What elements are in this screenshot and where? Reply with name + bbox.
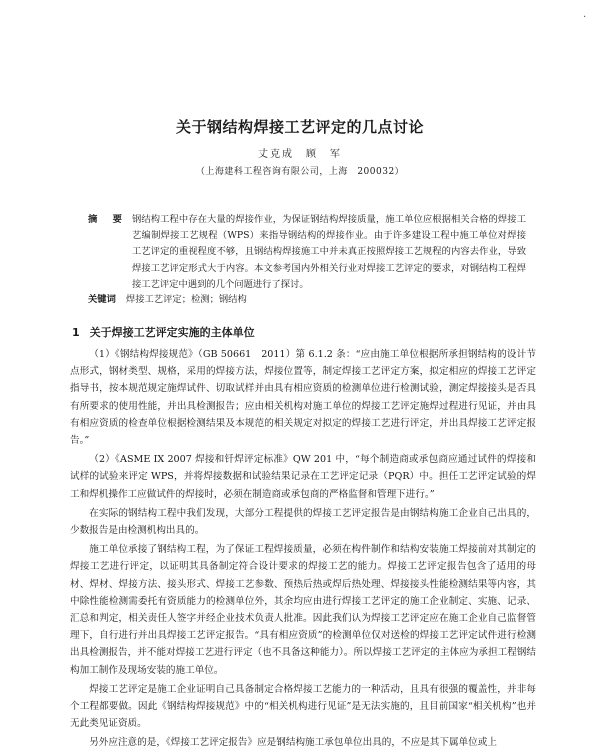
author-affiliation: （上海建科工程咨询有限公司，上海 200032） [195, 167, 405, 177]
section-title: 关于焊接工艺评定实施的主体单位 [89, 326, 255, 339]
abstract [88, 212, 526, 293]
paragraph: 施工单位承接了钢结构工程，为了保证工程焊接质量，必须在构件制作和结构安装施工焊接前对其制定的焊接工艺进行评定，以证明其具备制定符合设计要求的焊接工艺的能力。焊接工艺评定报告包含了适用的母材、焊材、焊接方法、接头形式、焊接工艺参数、预热后热或焊后热处理、焊接接头性能检测结果等内容，其中除性能检测需委托有资质能力的检测单位外，其余均应由进行焊接工艺评定的施工企业制定、实施、记录、汇总和判定，相关责任人签字并经企业技术负责人批准。因此我们认为焊接工艺评定应在施工企业自己监督管理下，自行进行并出具焊接工艺评定报告。“具有相应资质”的检测单位仅对送检的焊接工艺评定试件进行检测出具检测报告，并不能对焊接工艺进行评定（也不具备这种能力）。所以焊接工艺评定的主体应为承担工程钢结构加工制作及现场安装的施工单位。 [70, 544, 536, 676]
keywords-label: 关键词 [88, 294, 116, 305]
paragraph: 焊接工艺评定是施工企业证明自己具备制定合格焊接工艺能力的一种活动，且具有很强的覆盖性，并非每个工程都要做。因此《钢结构焊接规范》中的“相关机构进行见证”是无法实施的，且目前国家“相关机构”也并无此类见证资质。 [70, 683, 536, 730]
body-text [70, 346, 536, 754]
section-number: 1 [72, 326, 80, 339]
abstract-text: 钢结构工程中存在大量的焊接作业，为保证钢结构焊接质量，施工单位应根据相关合格的焊接工艺编制焊接工艺规程（WPS）来指导钢结构的焊接作业。由于许多建设工程中施工单位对焊接工艺评定的重视程度不够，且钢结构焊接施工中并未真正按照焊接工艺规程的内容去作业，导致焊接工艺评定形式大于内容。本文参考国内外相关行业对焊接工艺评定的要求，对钢结构工程焊接工艺评定中遇到的几个问题进行了探讨。 [132, 214, 526, 290]
paragraph: 在实际的钢结构工程中我们发现，大部分工程提供的焊接工艺评定报告是由钢结构施工企业自己出具的，少数报告是由检测机构出具的。 [70, 507, 536, 537]
keywords-text: 焊接工艺评定；检测；钢结构 [125, 294, 247, 305]
article-authors: 丈克成 顾 军 [258, 149, 342, 160]
paragraph: （2）《ASME IX 2007 焊接和钎焊评定标准》QW 201 中，“每个制造商或承包商应通过试件的焊接和试样的试验来评定 WPS，并将焊接数据和试验结果记录在工艺评定记录（PQR）中。担任工艺评定试验的焊工和焊机操作工应做试件的焊接时，必须在制造商或承包商的严格监督和管理下进行。” [70, 454, 536, 500]
article-title: 关于钢结构焊接工艺评定的几点讨论 [175, 118, 424, 136]
paragraph: 另外应注意的是，《焊接工艺评定报告》应是钢结构施工承包单位出具的，不应是其下属单位或上 [89, 737, 497, 749]
paragraph: （1）《钢结构焊接规范》（GB 50661 2011）第 6.1.2 条：“应由施工单位根据所承担钢结构的设计节点形式，钢材类型、规格，采用的焊接方法，焊接位置等，制定焊接工艺评定方案，拟定相应的焊接工艺评定指导书，按本规范规定施焊试件、切取试样并由具有相应资质的检测单位进行检测试验，测定焊接接头是否具有所要求的使用性能，并出具检测报告；应由相关机构对施工单位的焊接工艺评定施焊过程进行见证，并由具有相应资质的检查单位根据检测结果及本规范的相关规定对拟定的焊接工艺进行评定，并出具焊接工艺评定报告。” [70, 349, 536, 447]
keywords [88, 291, 526, 305]
margin-mark: · [583, 12, 587, 23]
abstract-label: 摘 要 [88, 214, 125, 225]
section-heading [72, 324, 255, 340]
